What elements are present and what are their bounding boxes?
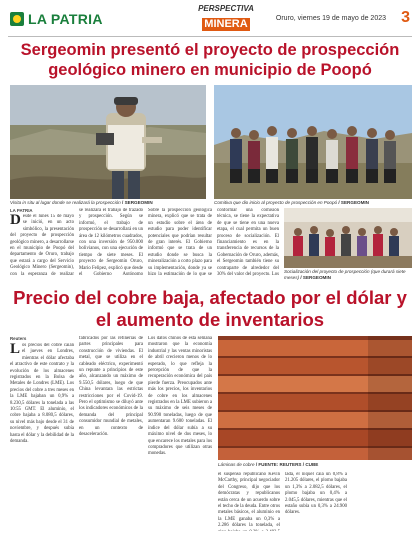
story1-byline: LA PATRIA xyxy=(10,208,33,213)
newspaper-name: LA PATRIA xyxy=(28,11,103,27)
header-divider xyxy=(8,36,412,37)
story2-column-5: lada, el níquel caía un 0,8% a 21.205 dólares, el plomo bajaba un 1,3% a 2.082,5 dólares, el plomo bajaba un 0,4% a 2.045,5 dólares, mientras que el estaño subía un 0,3% a 24.900 dólares. xyxy=(285,472,347,516)
section-logo-line1: PERSPECTIVA xyxy=(198,4,254,13)
story2-column-3: Los datos chinos de esta semana mostraron que la economía industrial y las ventas minoristas de abril crecieron menos de lo esperado, lo que refleja la percepción de que la recuperación económica del país pierde fuerza. Preocupados ante más los precios, los inventarios de cobre en los almacenes registrados en la LME subieron a su máximo de seis meses de 90.990 toneladas, luego de que aumentaran 9.600 toneladas. El índice del dólar subía a su máximo nivel de dos meses, lo que encarece los metales para los compradores que utilizan otras monedas. xyxy=(148,336,212,457)
story1-photo-meeting xyxy=(284,208,412,268)
story2-column-4: el suspenso republicano Kevin McCarthy, principal negociador del Congreso, dijo que los demócratas y republicanos están cerca de un acuerdo sobre el techo de la deuda. Entre otros metales básicos, el aluminio en la LME ganaba un 0,3% a 2.286 dólares la tonelada, el xyxy=(218,472,280,529)
story2-photo-copper-sheets xyxy=(218,336,412,460)
newspaper-logo xyxy=(10,8,103,30)
story1-column-4: conformar una comisión técnica, se tiene la expectativa de que se tiene en una nueva etapa, el cual permita un buen proceso de socialización. El financiamiento es en la transferencia de recursos de la Gobernación de Oruro, además, el Sergeomin también tiene su contraparte de alrededor del 30% del valor del proyecto. Los xyxy=(217,208,279,278)
masthead xyxy=(0,0,420,38)
section-logo-line2: MINERA xyxy=(204,18,248,30)
edition-date: Oruro, viernes 19 de mayo de 2023 xyxy=(275,15,386,22)
story1-headline: Sergeomin presentó el proyecto de prospección geológico minero en municipio de Poopó xyxy=(20,41,400,79)
dropcap-letter: D xyxy=(10,214,21,228)
story2-column-1: Los precios del cobre caían el jueves en Londres, mientras el dólar afectaba el atractivo de este contrato y la evolución de los almacenes registrados en la Bolsa de Metales de Londres (LME). Los precios del cobre a tres meses en la LME bajaban un 0,9% a 8.230,5 dólares la tonelada a las 10:55 GMT. El aluminio, el cobre bajaba a 8.080,5 dólares, su nivel más bajo desde el 31 de noviembre, y después subía hasta el dólar y la debilidad de la demanda. xyxy=(10,343,74,445)
story2-headline: Precio del cobre baja, afectado por el dólar y el aumento de inventarios xyxy=(13,287,407,330)
dropcap-letter: L xyxy=(10,343,21,357)
story1-photo-meeting-caption: Socialización del proyecto de prospección (que durará siete meses) / SERGEOMIN xyxy=(284,269,406,280)
section-logo xyxy=(190,4,262,34)
page-number: 3 xyxy=(401,9,410,26)
story1-photo-field-visit xyxy=(10,85,206,199)
story2-photo-copper-caption: Láminas de cobre / FUENTE: REUTERS / CUBE xyxy=(218,462,319,467)
story2-column-2: fabricados por las refinerías de partes principales para construcción de viviendas. El metal, que se utiliza en el cableado eléctrico, experimentó un repunte a principios de este año, alcanzando un máximo de 9.550,5 dólares, luego de que China levantara las estrictas restricciones por el Covid-19. Pero el optimismo se diluyó ante los indicadores económicos de la demanda del principal consumidor mundial de metales, en un contexto de desaceleración. xyxy=(79,336,143,438)
story1-column-1: Desde el lunes 15 de mayo se inició, en un acto simbólico, la presentación del proyecto de prospección geológico minero, a desarrollarse en el municipio de Poopó del departamento de Oruro, trabajo que estará a cargo del Servicio Geológico Minero (Sergeomin), con la esperanza de realizar xyxy=(10,214,74,277)
story1-photo-group-caption: Comitiva que dio inicio al proyecto de prospección en Poopó / SERGEOMIN xyxy=(214,200,370,205)
story1-column-2: se realizará el trabajo de trazado y prospección. Según se informó, el trabajo de prospección se desarrollará en un área de 12 kilómetros cuadrados, con una inversión de 950.000 bolivianos, con una ejecución de tiempo de siete meses. El proyecto de Sergeomin Oruro, Mario Felipez, explicó que desde el Gobierno Autónomo xyxy=(79,208,143,278)
story1-column-3: Sobre la prospección geológica minera, explicó que se trata de un estudio sobre el área de estudio para poder identificar potenciales que podrían resultar de gran interés. El Gobierno informó que se trata de un estudio donde se busca la mineralización a corto plazo para su implementación, donde ya se hizo la estimación de lo que se xyxy=(148,208,212,278)
story1-photo-field-visit-caption: Visita in situ al lugar donde se realizará la prospección / SERGEOMIN xyxy=(10,200,153,205)
logo-emblem-icon xyxy=(10,12,24,26)
story2-byline: Reuters xyxy=(10,336,27,341)
story1-photo-group xyxy=(214,85,412,199)
